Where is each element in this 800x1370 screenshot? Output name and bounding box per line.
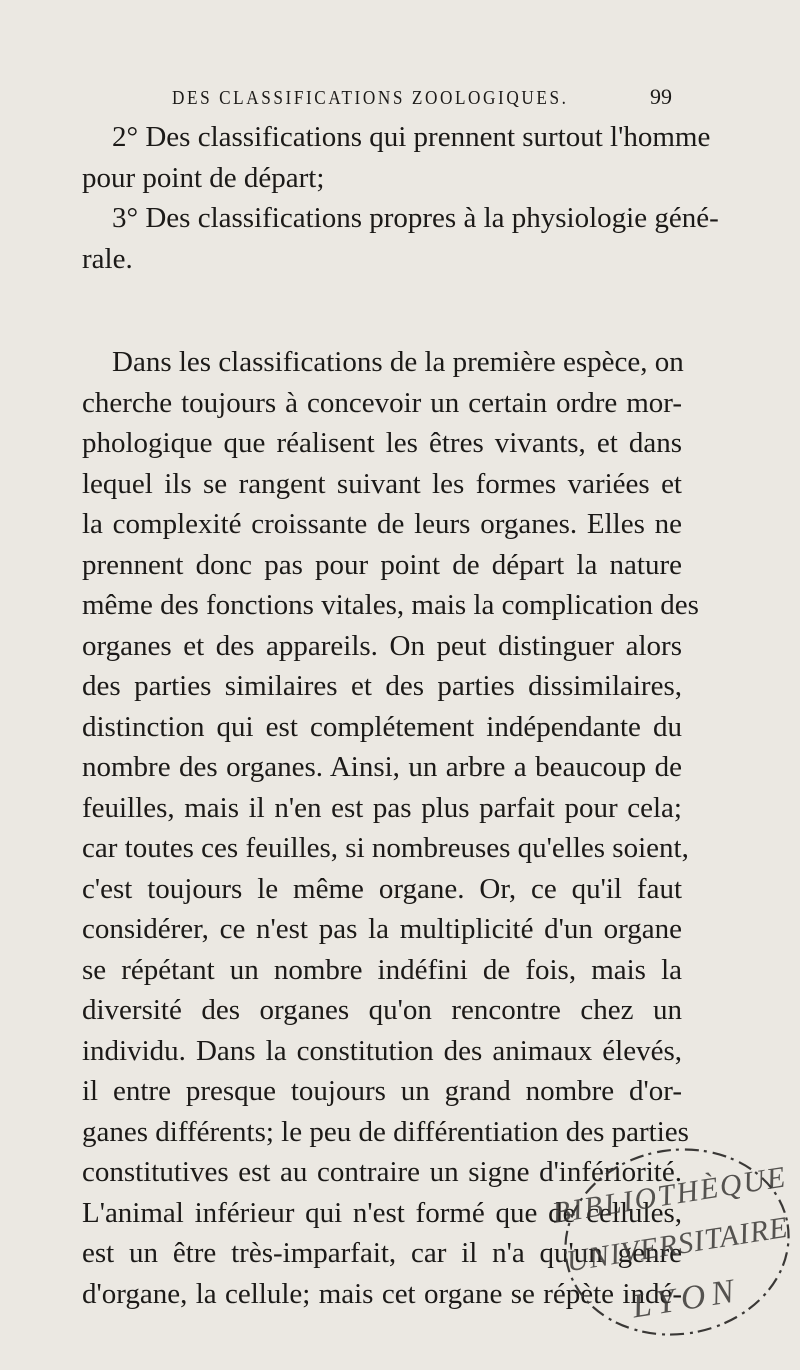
text-line: des parties similaires et des parties dissimilaires, bbox=[82, 670, 682, 702]
text-line: diversité des organes qu'on rencontre chez un bbox=[82, 994, 682, 1026]
text-line: L'animal inférieur qui n'est formé que de cellules, bbox=[82, 1196, 682, 1229]
text-line: organes et des appareils. On peut distinguer alors bbox=[82, 629, 682, 662]
text-line: 2° Des classifications qui prennent surtout l'homme bbox=[112, 121, 711, 153]
library-stamp bbox=[536, 1114, 800, 1370]
text-line: distinction qui est complétement indépendante du bbox=[82, 710, 682, 743]
text-line: se répétant un nombre indéfini de fois, mais la bbox=[82, 953, 682, 986]
text-line: Dans les classifications de la première espèce, on bbox=[112, 346, 684, 378]
text-line: rale. bbox=[82, 242, 133, 275]
stamp-line-1: BIBLIOTHÈQUE bbox=[549, 1160, 790, 1230]
text-line: constitutives est au contraire un signe d'infériorité. bbox=[82, 1156, 682, 1188]
text-line: car toutes ces feuilles, si nombreuses qu'elles soient, bbox=[82, 832, 689, 864]
text-line: 3° Des classifications propres à la physiologie géné- bbox=[112, 202, 719, 234]
text-line: phologique que réalisent les êtres vivants, et dans bbox=[82, 427, 682, 459]
running-title: DES CLASSIFICATIONS ZOOLOGIQUES. bbox=[172, 87, 569, 109]
text-line: ganes différents; le peu de différentiation des parties bbox=[82, 1115, 689, 1148]
text-line: considérer, ce n'est pas la multiplicité d'un organe bbox=[82, 913, 682, 945]
text-line: c'est toujours le même organe. Or, ce qu'il faut bbox=[82, 872, 682, 905]
text-line: individu. Dans la constitution des animaux élevés, bbox=[82, 1034, 682, 1067]
text-line: lequel ils se rangent suivant les formes variées et bbox=[82, 467, 682, 500]
text-line: pour point de départ; bbox=[82, 161, 325, 194]
stamp-line-3: LYON bbox=[629, 1272, 743, 1326]
text-line: nombre des organes. Ainsi, un arbre a beaucoup de bbox=[82, 751, 682, 783]
text-line: il entre presque toujours un grand nombre d'or- bbox=[82, 1075, 682, 1107]
intro-list bbox=[82, 117, 719, 279]
text-line: prennent donc pas pour point de départ la nature bbox=[82, 548, 682, 581]
text-line: feuilles, mais il n'en est pas plus parfait pour cela; bbox=[82, 791, 682, 824]
running-head bbox=[172, 84, 672, 114]
text-line: est un être très-imparfait, car il n'a qu'un genre bbox=[82, 1237, 682, 1269]
text-line: d'organe, la cellule; mais cet organe se répète indé- bbox=[82, 1277, 682, 1310]
text-line: même des fonctions vitales, mais la complication des bbox=[82, 589, 699, 621]
stamp-line-2: UNIVERSITAIRE bbox=[564, 1210, 791, 1279]
page-number: 99 bbox=[650, 84, 672, 109]
text-line: cherche toujours à concevoir un certain ordre mor- bbox=[82, 386, 682, 419]
text-line: la complexité croissante de leurs organes. Elles ne bbox=[82, 508, 682, 540]
